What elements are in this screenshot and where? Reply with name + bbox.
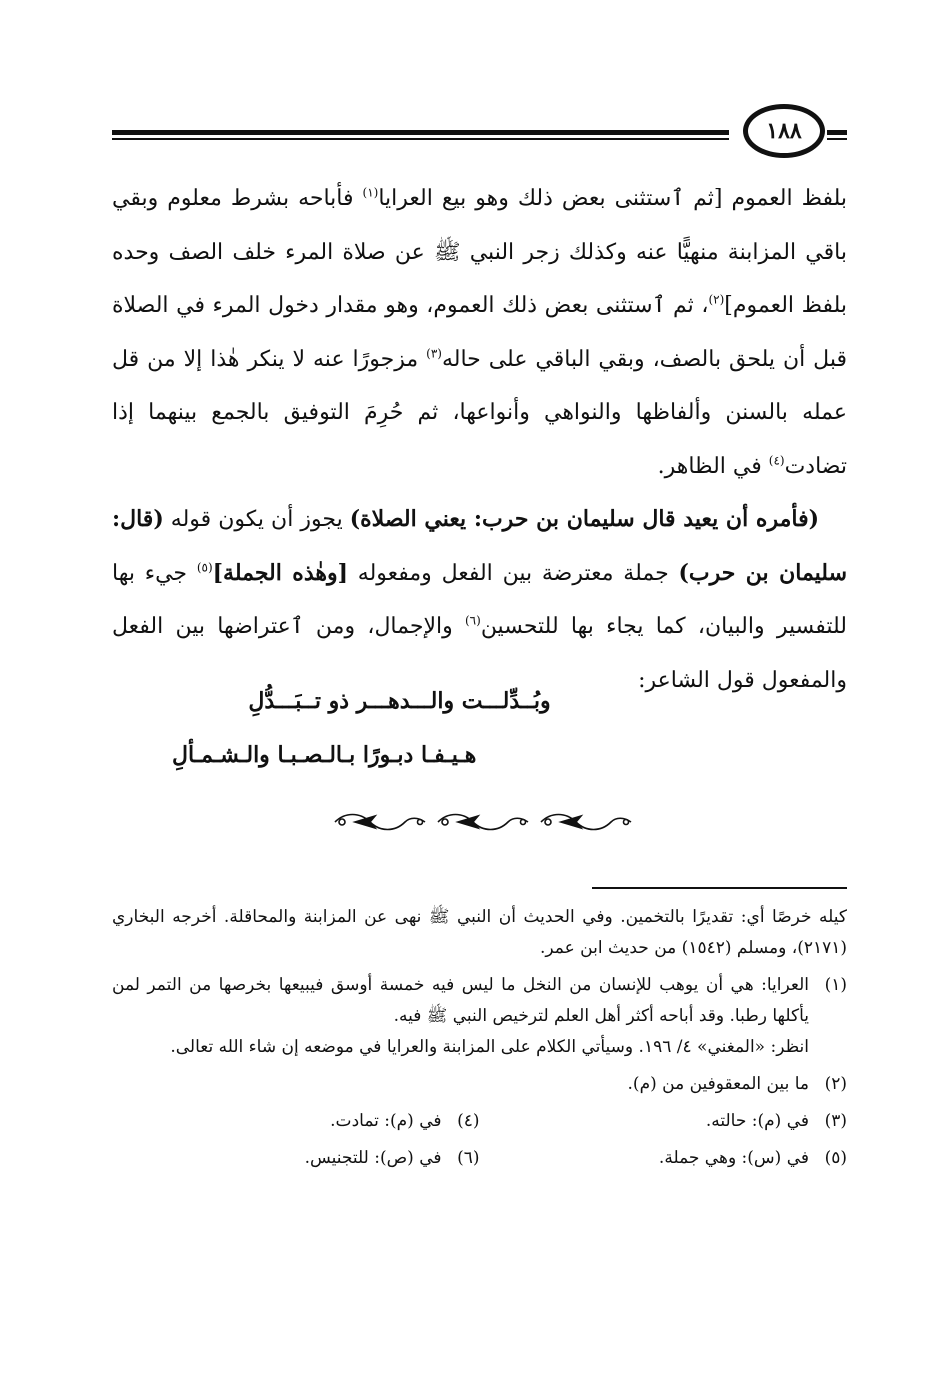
header-rule [112, 130, 729, 135]
footnote-continuation: كيله خرصًا أي: تقديرًا بالتخمين. وفي الحديث أن النبي ﷺ نهى عن المزابنة والمحاقلة. أخرجه البخاري (٢١٧١)، ومسلم (١٥٤٢) من حديث ابن عمر. [112, 907, 847, 958]
text-span: مزجورًا عنه لا ينكر هٰذا إلا من قل عمله بالسنن وألفاظها والنواهي وأنواعها، ثم حُرِمَ التوفيق بالجمع بينهما إذا تضادت [112, 346, 847, 479]
footnote-number: (١) [824, 975, 847, 995]
footnote-ref[interactable]: (٤) [768, 453, 785, 468]
paragraph-1 [112, 172, 847, 493]
footnote-2 [112, 1069, 847, 1100]
footnote-separator [592, 887, 847, 889]
footnote-text: انظر: «المغني» ٤/ ١٩٦. وسيأتي الكلام على المزابنة والعرايا في موضعه إن شاء الله تعالى. [170, 1037, 809, 1057]
quoted-text: (قال: سليمان بن حرب) [112, 506, 848, 586]
footnote-text: العرايا: هي أن يوهب للإنسان من النخل ما ليس فيه خمسة أوسق فيبيعها بخرصها من التمر لمن يأكلها رطبا. وقد أباحه أكثر أهل العلم لترخيص النبي ﷺ فيه. [112, 975, 809, 1026]
footnote-number: (٦) [457, 1148, 480, 1168]
text-span: والإجمال، ومن ٱعتراضها بين الفعل والمفعول قول الشاعر: [112, 614, 847, 693]
footnote-6 [112, 1143, 480, 1174]
poem-line-1: وبُــدِّلـــت والـــدهـــر ذو تــبَـــدُّلِ [248, 688, 551, 714]
footnote-number: (٣) [824, 1111, 847, 1131]
text-span: بلفظ العموم [ثم ٱستثنى بعض ذلك وهو بيع العرايا [378, 186, 848, 211]
footnote-number: (٥) [824, 1148, 847, 1168]
ornament-unit [335, 815, 425, 830]
footnote-ref[interactable]: (٥) [196, 560, 213, 575]
footnote-5 [480, 1143, 848, 1174]
footnote-4 [112, 1106, 480, 1137]
ornament-unit [541, 815, 631, 830]
footnote-text: في (س): وهي جملة. [658, 1148, 809, 1168]
footnote-1 [112, 970, 847, 1063]
footnote-number: (٢) [824, 1074, 847, 1094]
footnote-row-3-4 [112, 1106, 847, 1137]
footnote-body [112, 970, 809, 1063]
paragraph-2 [112, 493, 847, 707]
footnote-ref[interactable]: (٢) [708, 292, 725, 307]
header-rule-right-thin [827, 138, 847, 140]
header-rule-right [827, 130, 847, 135]
ornament-divider [330, 808, 635, 836]
footnote-text: في (م): تمادت. [330, 1111, 442, 1131]
text-span: فأباحه بشرط معلوم وبقي باقي المزابنة منهيًّا عنه وكذلك زجر النبي ﷺ عن صلاة المرء خلف الصف وحده بلفظ العموم] [112, 186, 847, 318]
footnote-ref[interactable]: (١) [362, 185, 379, 200]
main-text [112, 172, 847, 707]
text-span: جيء بها للتفسير والبيان، كما يجاء بها للتحسين [112, 560, 847, 639]
footnote-ref[interactable]: (٦) [464, 613, 481, 628]
footnote-3 [480, 1106, 848, 1137]
footnote-text: في (م): حالته. [705, 1111, 809, 1131]
text-span: ، ثم ٱستثنى بعض ذلك العموم، وهو مقدار دخول المرء في الصلاة قبل أن يلحق بالصف، وبقي الباقي على حاله [112, 293, 847, 372]
poem-line-2: هـيـفـا دبـورًا بـالـصـبـا والـشـمـألِ [172, 742, 477, 768]
footnote-row-5-6 [112, 1143, 847, 1174]
footnote-number: (٤) [457, 1111, 480, 1131]
quoted-text: (فأمره أن يعيد قال سليمان بن حرب: يعني الصلاة) [349, 506, 819, 532]
text-span: في الظاهر. [657, 453, 769, 479]
quoted-text: [وهٰذه الجملة] [212, 559, 349, 586]
ornament-unit [438, 815, 528, 830]
page-header [112, 104, 847, 164]
footnotes [112, 902, 847, 1174]
footnote-ref[interactable]: (٣) [426, 346, 442, 361]
footnote-text: في (ص): للتجنيس. [304, 1148, 442, 1168]
header-rule-thin [112, 138, 729, 140]
text-span: يجوز أن يكون قوله [163, 507, 350, 532]
text-span: جملة معترضة بين الفعل ومفعوله [348, 560, 679, 586]
page-number: ١٨٨ [743, 104, 825, 158]
footnote-text: ما بين المعقوفين من (م). [627, 1074, 809, 1094]
